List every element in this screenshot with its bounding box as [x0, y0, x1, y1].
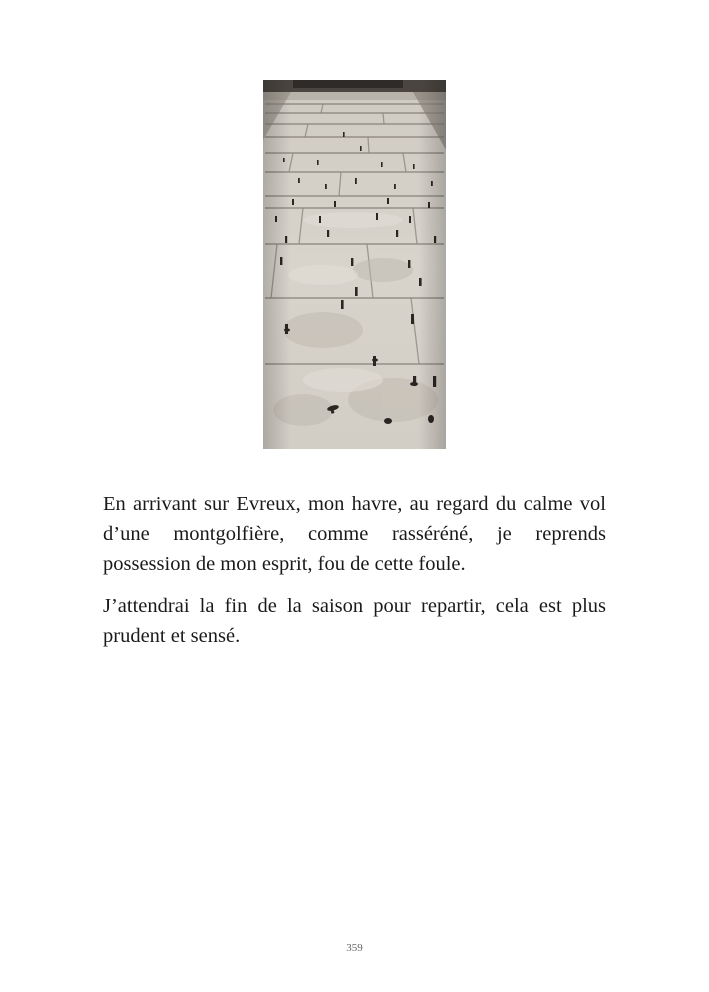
- pavement-photo: [263, 80, 446, 449]
- paragraph-1: En arrivant sur Evreux, mon havre, au regard du calme vol d’une montgolfière, comme rasséréné, je reprends possession de mon esprit, fou de cette foule.: [103, 493, 606, 575]
- body-text: [103, 489, 606, 663]
- page-number: 359: [346, 942, 363, 954]
- paragraph-2: J’attendrai la fin de la saison pour repartir, cela est plus prudent et sensé.: [103, 595, 606, 647]
